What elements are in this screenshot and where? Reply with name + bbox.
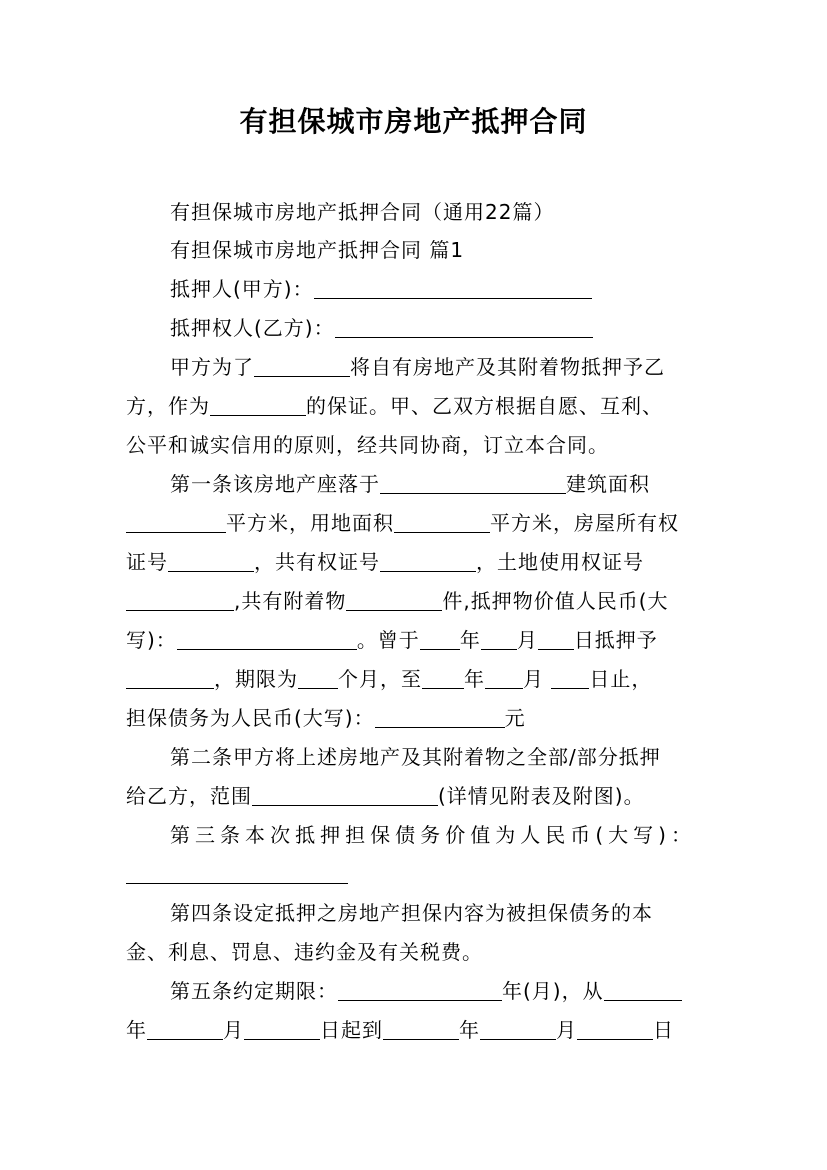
text: 年(月)，从	[502, 979, 604, 1003]
art1-line2	[126, 506, 706, 540]
text: 日止，	[589, 667, 653, 691]
scope-blank[interactable]	[252, 783, 438, 806]
text: ，土地使用权证号	[476, 550, 644, 574]
text: ，共有权证号	[254, 550, 380, 574]
mortgagee-blank[interactable]	[126, 666, 214, 689]
text: 年	[459, 1018, 480, 1042]
art4-line2: 金、利息、罚息、违约金及有关税费。	[126, 940, 483, 964]
section-heading: 有担保城市房地产抵押合同 篇1	[170, 238, 465, 262]
ownership-cert-blank[interactable]	[168, 549, 254, 572]
end-day-blank[interactable]	[551, 666, 589, 689]
location-blank[interactable]	[380, 471, 566, 494]
purpose-blank[interactable]	[254, 354, 350, 377]
debt-amount-blank[interactable]	[375, 705, 505, 728]
text: 元	[504, 706, 526, 730]
art1-line7	[126, 701, 706, 735]
land-area-blank[interactable]	[394, 510, 490, 533]
attachments-count-blank[interactable]	[346, 588, 442, 611]
year-blank[interactable]	[420, 627, 460, 650]
start-month-blank[interactable]	[147, 1017, 223, 1040]
text: 方，作为	[126, 394, 210, 418]
text: 个月，至	[338, 667, 422, 691]
party-a-label: 抵押人(甲方)：	[170, 277, 314, 301]
text: 建筑面积	[566, 472, 650, 496]
text: 写)：	[126, 628, 177, 652]
end-month2-blank[interactable]	[480, 1017, 556, 1040]
text: 日起到	[320, 1018, 383, 1042]
start-year-blank[interactable]	[604, 978, 682, 1001]
party-a-line	[170, 272, 710, 306]
art2-line1: 第二条甲方将上述房地产及其附着物之全部/部分抵押	[170, 745, 661, 769]
art5-line2	[126, 1013, 706, 1047]
art1-line6	[126, 662, 706, 696]
text: 月	[556, 1018, 577, 1042]
guarantee-blank[interactable]	[210, 393, 306, 416]
text: 第五条约定期限：	[170, 979, 338, 1003]
art3-line2	[126, 857, 706, 891]
land-cert-blank[interactable]	[126, 588, 234, 611]
building-area-blank[interactable]	[126, 510, 226, 533]
text: 甲方为了	[170, 355, 254, 379]
term-months-blank[interactable]	[298, 666, 338, 689]
text: 担保债务为人民币(大写)：	[126, 706, 375, 730]
art1-line4	[126, 584, 706, 618]
art1-line3	[126, 545, 706, 579]
party-a-blank[interactable]	[314, 276, 592, 299]
debt-value-blank[interactable]	[126, 861, 348, 884]
text: 证号	[126, 550, 168, 574]
month-blank[interactable]	[481, 627, 517, 650]
text: (详情见附表及附图)。	[438, 784, 645, 808]
art2-line2	[126, 779, 706, 813]
text: 第一条该房地产座落于	[170, 472, 380, 496]
text: 年	[459, 628, 481, 652]
party-b-line	[170, 311, 710, 345]
text: ,共有附着物	[234, 589, 347, 613]
text: 件,抵押物价值人民币(大	[442, 589, 669, 613]
art1-line1	[170, 467, 710, 501]
end-day2-blank[interactable]	[577, 1017, 653, 1040]
text: 月	[223, 1018, 244, 1042]
text: 日	[653, 1018, 674, 1042]
text: 日抵押予	[573, 628, 658, 652]
para1-line2	[126, 389, 706, 423]
art4-line1: 第四条设定抵押之房地产担保内容为被担保债务的本	[170, 901, 653, 925]
text: 年	[464, 667, 485, 691]
text: 年	[126, 1018, 147, 1042]
art5-line1	[170, 974, 710, 1008]
party-b-blank[interactable]	[335, 315, 593, 338]
period-blank[interactable]	[338, 978, 502, 1001]
end-year-blank[interactable]	[422, 666, 464, 689]
text: 给乙方，范围	[126, 784, 252, 808]
text: 月	[516, 628, 538, 652]
party-b-label: 抵押权人(乙方)：	[170, 316, 335, 340]
value-blank[interactable]	[177, 627, 357, 650]
text: 。曾于	[356, 628, 420, 652]
end-month-blank[interactable]	[485, 666, 523, 689]
art3-line1: 第三条本次抵押担保债务价值为人民币(大写)：	[170, 823, 692, 847]
text: 将自有房地产及其附着物抵押予乙	[350, 355, 665, 379]
start-day-blank[interactable]	[244, 1017, 320, 1040]
subtitle: 有担保城市房地产抵押合同（通用22篇）	[170, 200, 555, 224]
document-title: 有担保城市房地产抵押合同	[239, 105, 588, 138]
text: ，期限为	[214, 667, 298, 691]
text: 平方米，用地面积	[226, 511, 394, 535]
end-year2-blank[interactable]	[383, 1017, 459, 1040]
text: 月	[523, 667, 544, 691]
co-ownership-cert-blank[interactable]	[380, 549, 476, 572]
text: 平方米，房屋所有权	[490, 511, 679, 535]
day-blank[interactable]	[538, 627, 574, 650]
para1-line1	[170, 350, 710, 384]
para1-line3: 公平和诚实信用的原则，经共同协商，订立本合同。	[126, 433, 609, 457]
text: 的保证。甲、乙双方根据自愿、互利、	[306, 394, 663, 418]
art1-line5	[126, 623, 706, 657]
